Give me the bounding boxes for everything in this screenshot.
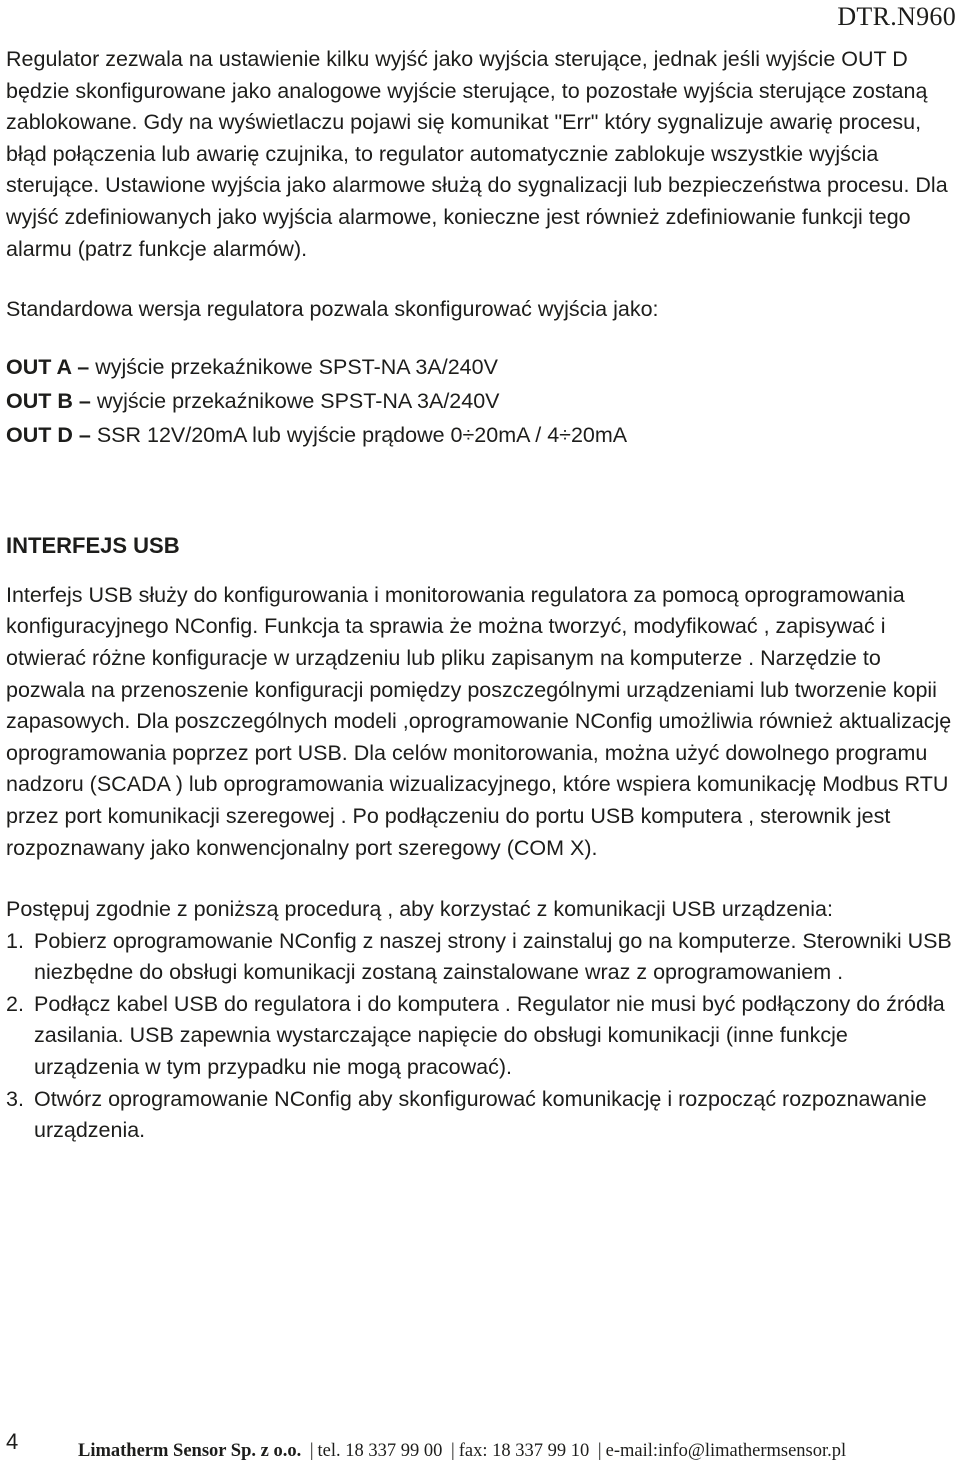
outputs-list	[6, 350, 954, 452]
step-number: 3.	[6, 1086, 24, 1111]
step-text: Otwórz oprogramowanie NConfig aby skonfigurować komunikację i rozpocząć rozpoznawanie urządzenia.	[34, 1086, 927, 1143]
output-label: OUT A –	[6, 354, 90, 379]
footer-separator: |	[597, 1441, 602, 1461]
step-number: 1.	[6, 928, 24, 953]
usb-section-title: INTERFEJS USB	[6, 532, 180, 558]
output-line-d	[6, 418, 954, 452]
document-code: DTR.N960	[837, 2, 956, 31]
procedure-step	[6, 1084, 954, 1147]
footer-separator: |	[451, 1441, 455, 1461]
page-footer	[78, 1441, 846, 1462]
footer-company: Limatherm Sensor Sp. z o.o.	[78, 1441, 302, 1461]
footer-phone: tel. 18 337 99 00	[317, 1441, 443, 1461]
page-number: 4	[6, 1429, 19, 1454]
step-text: Pobierz oprogramowanie NConfig z naszej strony i zainstaluj go na komputerze. Sterowniki USB niezbędne do obsługi komunikacji zostaną zainstalowane wraz z oprogramowaniem .	[34, 928, 952, 985]
footer-fax: fax: 18 337 99 10	[458, 1441, 590, 1461]
procedure-intro: Postępuj zgodnie z poniższą procedurą , aby korzystać z komunikacji USB urządzenia:	[6, 897, 833, 922]
output-description: wyjście przekaźnikowe SPST-NA 3A/240V	[95, 354, 498, 379]
output-description: SSR 12V/20mA lub wyjście prądowe 0÷20mA / 4÷20mA	[96, 422, 628, 447]
footer-email: e-mail:info@limathermsensor.pl	[605, 1441, 847, 1461]
output-configuration-paragraph: Regulator zezwala na ustawienie kilku wyjść jako wyjścia sterujące, jednak jeśli wyjście OUT D będzie skonfigurowane jako analogowe wyjście sterujące, to pozostałe wyjścia sterujące zostaną zablokowane. Gdy na wyświetlaczu pojawi się komunikat "Err" który sygnalizuje awarię procesu, błąd połączenia lub awarię czujnika, to regulator automatycznie zablokuje wszystkie wyjścia sterujące. Ustawione wyjścia jako alarmowe służą do sygnalizacji lub bezpieczeństwa procesu. Dla wyjść zdefiniowanych jako wyjścia alarmowe, konieczne jest również zdefiniowanie funkcji tego alarmu (patrz funkcje alarmów).	[6, 47, 948, 261]
usb-description-paragraph: Interfejs USB służy do konfigurowania i monitorowania regulatora za pomocą oprogramowania konfiguracyjnego NConfig. Funkcja ta sprawia że można tworzyć, modyfikować , zapisywać i otwierać różne konfiguracje w urządzeniu lub pliku zapisanym na komputerze . Narzędzie to pozwala na przenoszenie konfiguracji pomiędzy poszczególnymi urządzeniami lub tworzenie kopii zapasowych. Dla poszczególnych modeli ,oprogramowanie NConfig umożliwia również aktualizację oprogramowania poprzez port USB. Dla celów monitorowania, można użyć dowolnego programu nadzoru (SCADA ) lub oprogramowania wizualizacyjnego, które wspiera komunikację Modbus RTU przez port komunikacji szeregowej . Po podłączeniu do portu USB komputera , sterownik jest rozpoznawany jako konwencjonalny port szeregowy (COM X).	[6, 582, 952, 860]
procedure-step	[6, 989, 954, 1084]
output-label: OUT D –	[6, 422, 91, 447]
outputs-intro-paragraph: Standardowa wersja regulatora pozwala skonfigurować wyjścia jako:	[6, 297, 659, 322]
step-text: Podłącz kabel USB do regulatora i do komputera . Regulator nie musi być podłączony do źródła zasilania. USB zapewnia wystarczające napięcie do obsługi komunikacji (inne funkcje urządzenia w tym przypadku nie mogą pracować).	[34, 991, 945, 1080]
step-number: 2.	[6, 991, 24, 1016]
procedure-steps	[6, 926, 954, 1147]
footer-separator: |	[309, 1441, 314, 1461]
output-line-a	[6, 350, 954, 384]
output-label: OUT B –	[6, 388, 91, 413]
procedure-step	[6, 926, 954, 989]
page-content	[6, 44, 954, 1147]
output-line-b	[6, 384, 954, 418]
output-description: wyjście przekaźnikowe SPST-NA 3A/240V	[96, 388, 500, 413]
